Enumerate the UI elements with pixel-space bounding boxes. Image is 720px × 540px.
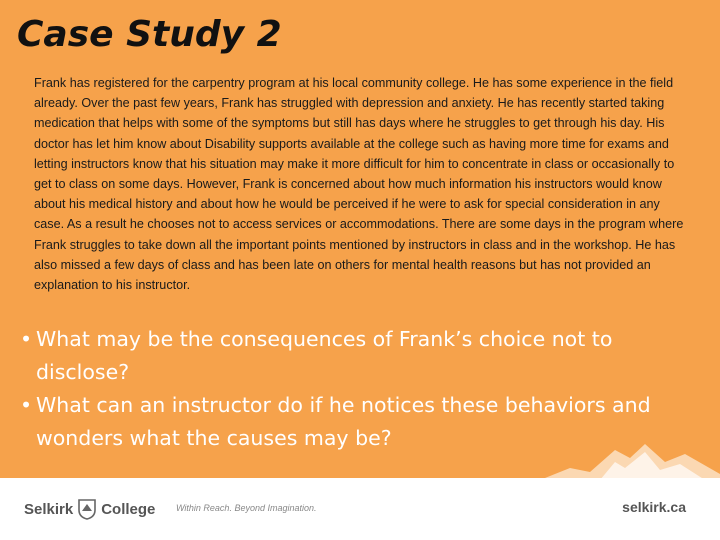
crest-icon xyxy=(77,498,97,520)
website-link[interactable]: selkirk.ca xyxy=(622,499,686,515)
question-list xyxy=(20,323,710,455)
question-text: What can an instructor do if he notices these behaviors and wonders what the causes may be? xyxy=(36,393,651,450)
college-logo[interactable] xyxy=(24,498,155,520)
logo-text-left: Selkirk xyxy=(24,500,74,518)
slide-title: Case Study 2 xyxy=(17,14,282,55)
mountain-graphic-icon xyxy=(540,440,720,480)
question-text: What may be the consequences of Frank’s choice not to disclose? xyxy=(36,327,613,384)
case-study-text: Frank has registered for the carpentry program at his local community college. He has some experience in the field already. Over the past few years, Frank has struggled with depression and anxiety. He has recently started taking medication that helps with some of the symptoms but still has days where he struggles to get through his day. His doctor has let him know about Disability supports available at the college such as having more time for exams and letting instructors know that his situation may make it more difficult for him to concentrate in class or occasionally to get to class on some days. However, Frank is concerned about how much information his instructors would know about his medical history and about how he would be perceived if he were to ask for special consideration in any case. As a result he chooses not to access services or accommodations. There are some days in the program where Frank struggles to take down all the important points mentioned by instructors in class and in the workshop. He has also missed a few days of class and has been late on others for mental health reasons but has not provided an explanation to his instructor. xyxy=(34,76,684,293)
bullet-icon: • xyxy=(20,327,33,351)
footer xyxy=(0,478,720,540)
tagline: Within Reach. Beyond Imagination. xyxy=(176,503,317,513)
logo-text-right: College xyxy=(101,500,156,518)
question-item xyxy=(20,323,710,389)
bullet-icon: • xyxy=(20,393,33,417)
